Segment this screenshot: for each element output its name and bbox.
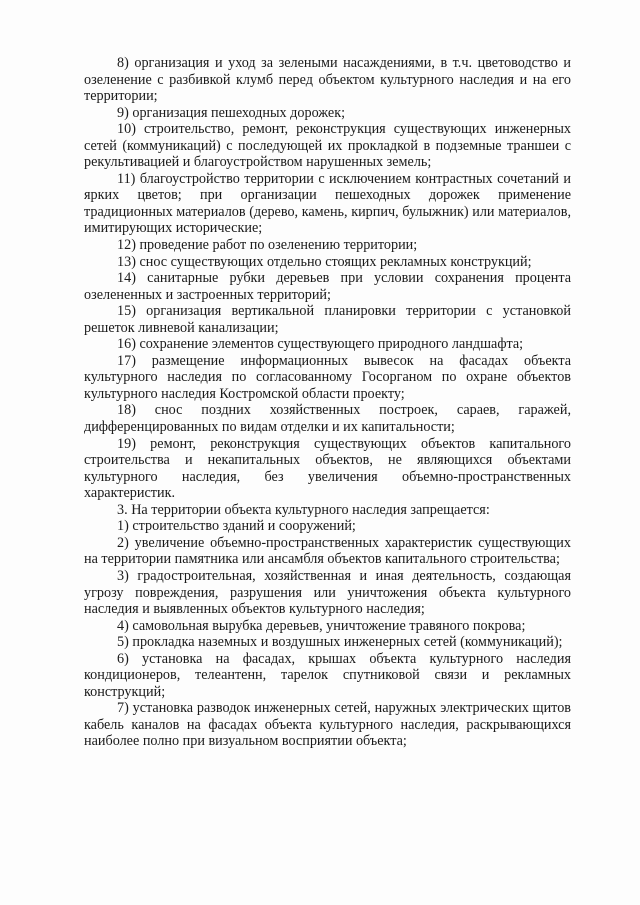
paragraph-item-11: 11) благоустройство территории с исключением контрастных сочетаний и ярких цветов; при организации пешеходных дорожек применение традиционных материалов (дерево, камень, кирпич, булыжник) или материалов, имитирующих исторические; bbox=[84, 170, 571, 237]
paragraph-item-14: 14) санитарные рубки деревьев при условии сохранения процента озелененных и застроенных территорий; bbox=[84, 270, 571, 303]
paragraph-item-16: 16) сохранение элементов существующего природного ландшафта; bbox=[117, 336, 524, 353]
prohibition-item-5: 5) прокладка наземных и воздушных инженерных сетей (коммуникаций); bbox=[117, 634, 563, 651]
paragraph-item-12: 12) проведение работ по озеленению территории; bbox=[117, 237, 418, 254]
prohibition-item-2: 2) увеличение объемно-пространственных характеристик существующих на территории памятника или ансамбля объектов капитального строительства; bbox=[84, 534, 571, 568]
paragraph-item-19: 19) ремонт, реконструкция существующих объектов капитального строительства и некапитальных объектов, не являющихся объектами культурного наследия, без увеличения объемно-пространственных характеристик. bbox=[84, 435, 571, 502]
paragraph-item-9: 9) организация пешеходных дорожек; bbox=[117, 104, 346, 121]
prohibition-item-4: 4) самовольная вырубка деревьев, уничтожение травяного покрова; bbox=[117, 617, 526, 634]
paragraph-item-15: 15) организация вертикальной планировки территории с установкой решеток ливневой канализации; bbox=[84, 303, 571, 336]
paragraph-item-10: 10) строительство, ремонт, реконструкция существующих инженерных сетей (коммуникаций) с последующей их прокладкой в подземные траншеи с рекультивацией и благоустройством нарушенных земель; bbox=[84, 121, 571, 171]
prohibition-item-3: 3) градостроительная, хозяйственная и иная деятельность, создающая угрозу повреждения, разрушения или уничтожения объекта культурного наследия и выявленных объектов культурного наследия; bbox=[84, 567, 571, 618]
document-body bbox=[84, 55, 571, 750]
paragraph-item-13: 13) снос существующих отдельно стоящих рекламных конструкций; bbox=[117, 253, 532, 270]
paragraph-item-17: 17) размещение информационных вывесок на фасадах объекта культурного наследия по согласованному Госорганом по охране объектов культурного наследия Костромской области проекту; bbox=[84, 352, 571, 402]
section-heading-3: 3. На территории объекта культурного наследия запрещается: bbox=[117, 501, 490, 518]
paragraph-item-18: 18) снос поздних хозяйственных построек, сараев, гаражей, дифференцированных по видам отделки и их капитальности; bbox=[84, 402, 571, 436]
prohibition-item-6: 6) установка на фасадах, крышах объекта культурного наследия кондиционеров, телеантенн, тарелок спутниковой связи и рекламных конструкций; bbox=[84, 650, 571, 700]
prohibition-item-7: 7) установка разводок инженерных сетей, наружных электрических щитов кабель каналов на фасадах объекта культурного наследия, раскрывающихся наиболее полно при визуальном восприятии объекта; bbox=[84, 700, 571, 750]
prohibition-item-1: 1) строительство зданий и сооружений; bbox=[117, 518, 356, 535]
paragraph-item-8: 8) организация и уход за зелеными насаждениями, в т.ч. цветоводство и озеленение с разбивкой клумб перед объектом культурного наследия и на его территории; bbox=[84, 55, 571, 105]
